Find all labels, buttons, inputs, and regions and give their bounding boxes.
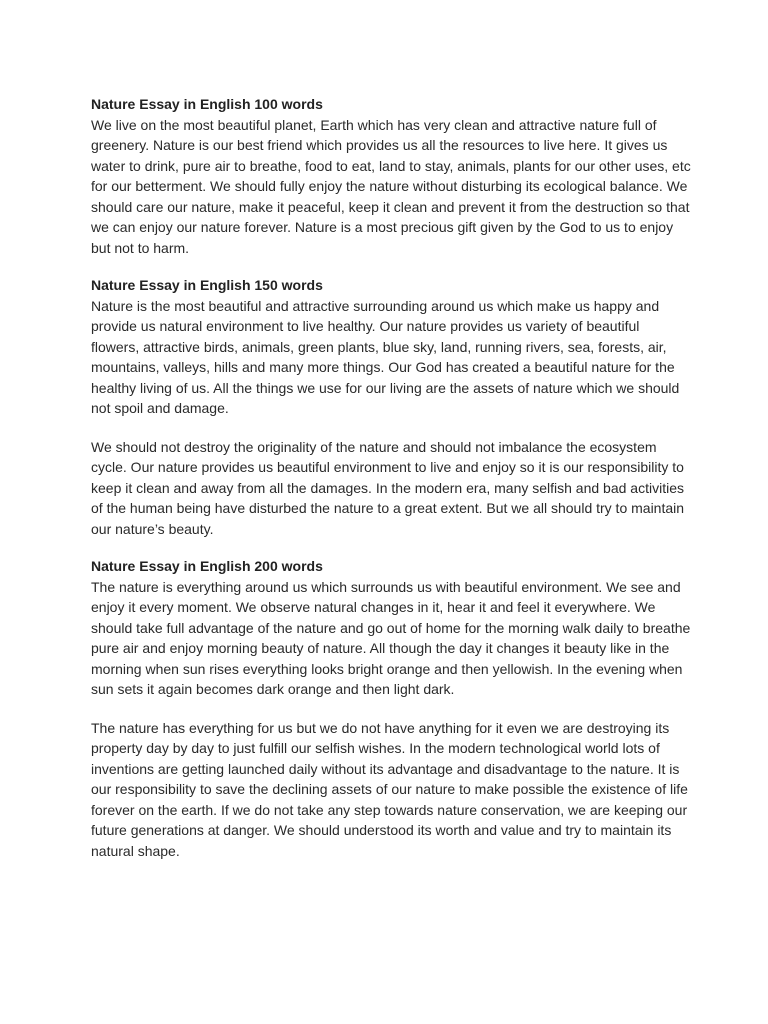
- section-heading: Nature Essay in English 200 words: [91, 558, 323, 574]
- section-heading: Nature Essay in English 100 words: [91, 96, 323, 112]
- paragraph: The nature has everything for us but we do not have anything for it even we are destroying its property day by day to just fulfill our selfish wishes. In the modern technological world lots of inventions are getting launched daily without its advantage and disadvantage to the nature. It is our responsibility to save the declining assets of our nature to make possible the existence of life forever on the earth. If we do not take any step towards nature conservation, we are keeping our future generations at danger. We should understood its worth and value and try to maintain its natural shape.: [91, 719, 688, 859]
- essay-section-150-words: [91, 275, 691, 539]
- section-heading: Nature Essay in English 150 words: [91, 277, 323, 293]
- essay-section-100-words: [91, 94, 691, 258]
- paragraph: The nature is everything around us which surrounds us with beautiful environment. We see and enjoy it every moment. We observe natural changes in it, hear it and feel it everywhere. We should take full advantage of the nature and go out of home for the morning walk daily to breathe pure air and enjoy morning beauty of nature. All though the day it changes it beauty like in the morning when sun rises everything looks bright orange and then yellowish. In the evening when sun sets it again becomes dark orange and then light dark.: [91, 578, 691, 697]
- essay-section-200-words: [91, 556, 691, 861]
- paragraph: Nature is the most beautiful and attractive surrounding around us which make us happy and provide us natural environment to live healthy. Our nature provides us variety of beautiful flowers, attractive birds, animals, green plants, blue sky, land, running rivers, sea, forests, air, mountains, valleys, hills and many more things. Our God has created a beautiful nature for the healthy living of us. All the things we use for our living are the assets of nature which we should not spoil and damage.: [91, 297, 680, 416]
- document-page: [91, 94, 691, 861]
- paragraph: We live on the most beautiful planet, Earth which has very clean and attractive nature full of greenery. Nature is our best friend which provides us all the resources to live here. It gives us water to drink, pure air to breathe, food to eat, land to stay, animals, plants for our other uses, etc for our betterment. We should fully enjoy the nature without disturbing its ecological balance. We should care our nature, make it peaceful, keep it clean and prevent it from the destruction so that we can enjoy our nature forever. Nature is a most precious gift given by the God to us to enjoy but not to harm.: [91, 116, 691, 256]
- paragraph: We should not destroy the originality of the nature and should not imbalance the ecosystem cycle. Our nature provides us beautiful environment to live and enjoy so it is our responsibility to keep it clean and away from all the damages. In the modern era, many selfish and bad activities of the human being have disturbed the nature to a great extent. But we all should try to maintain our nature’s beauty.: [91, 438, 685, 537]
